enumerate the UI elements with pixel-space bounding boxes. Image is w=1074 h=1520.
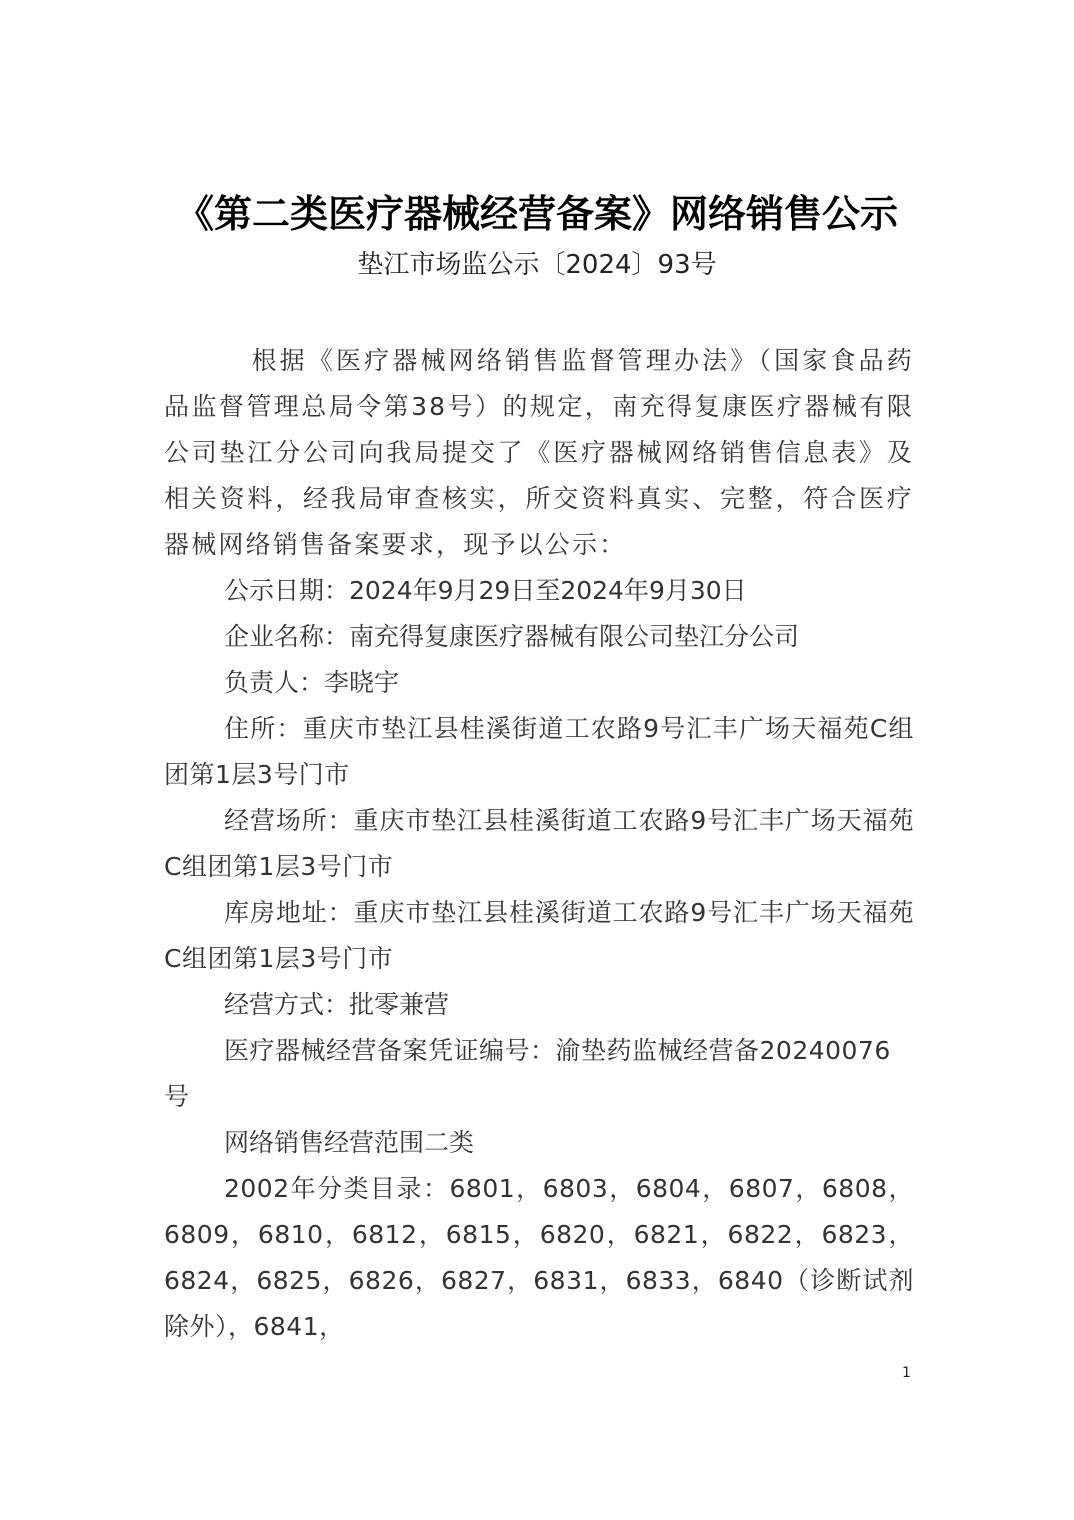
business-premises: 经营场所：重庆市垫江县桂溪街道工农路9号汇丰广场天福苑C组团第1层3号门市: [164, 806, 914, 881]
business-mode: 经营方式：批零兼营: [224, 990, 450, 1019]
document-title: 《第二类医疗器械经营备案》网络销售公示: [175, 191, 898, 236]
scope-heading: 网络销售经营范围二类: [224, 1128, 475, 1157]
company-name: 企业名称：南充得复康医疗器械有限公司垫江分公司: [224, 622, 800, 651]
scope-2002: 2002年分类目录：6801，6803，6804，6807，6808，6809，6810，6812，6815，6820，6821，6822，6823，6824，6825，6826，6827，6831，6833，6840（诊断试剂除外），6841，: [164, 1174, 914, 1341]
filing-number: 医疗器械经营备案凭证编号：渝垫药监械经营备20240076号: [164, 1036, 891, 1111]
person-in-charge: 负责人：李晓宇: [224, 668, 400, 697]
residence: 住所：重庆市垫江县桂溪街道工农路9号汇丰广场天福苑C组团第1层3号门市: [164, 714, 914, 789]
intro-paragraph: 根据《医疗器械网络销售监督管理办法》（国家食品药品监督管理总局令第38号）的规定，南充得复康医疗器械有限公司垫江分公司向我局提交了《医疗器械网络销售信息表》及相关资料，经我局审查核实，所交资料真实、完整，符合医疗器械网络销售备案要求，现予以公示：: [164, 346, 914, 559]
document-number: 垫江市场监公示〔2024〕93号: [357, 250, 717, 280]
page-number: 1: [902, 1365, 911, 1381]
announce-date: 公示日期：2024年9月29日至2024年9月30日: [224, 576, 747, 605]
document-body: [164, 338, 914, 1350]
warehouse-address: 库房地址：重庆市垫江县桂溪街道工农路9号汇丰广场天福苑C组团第1层3号门市: [164, 898, 914, 973]
